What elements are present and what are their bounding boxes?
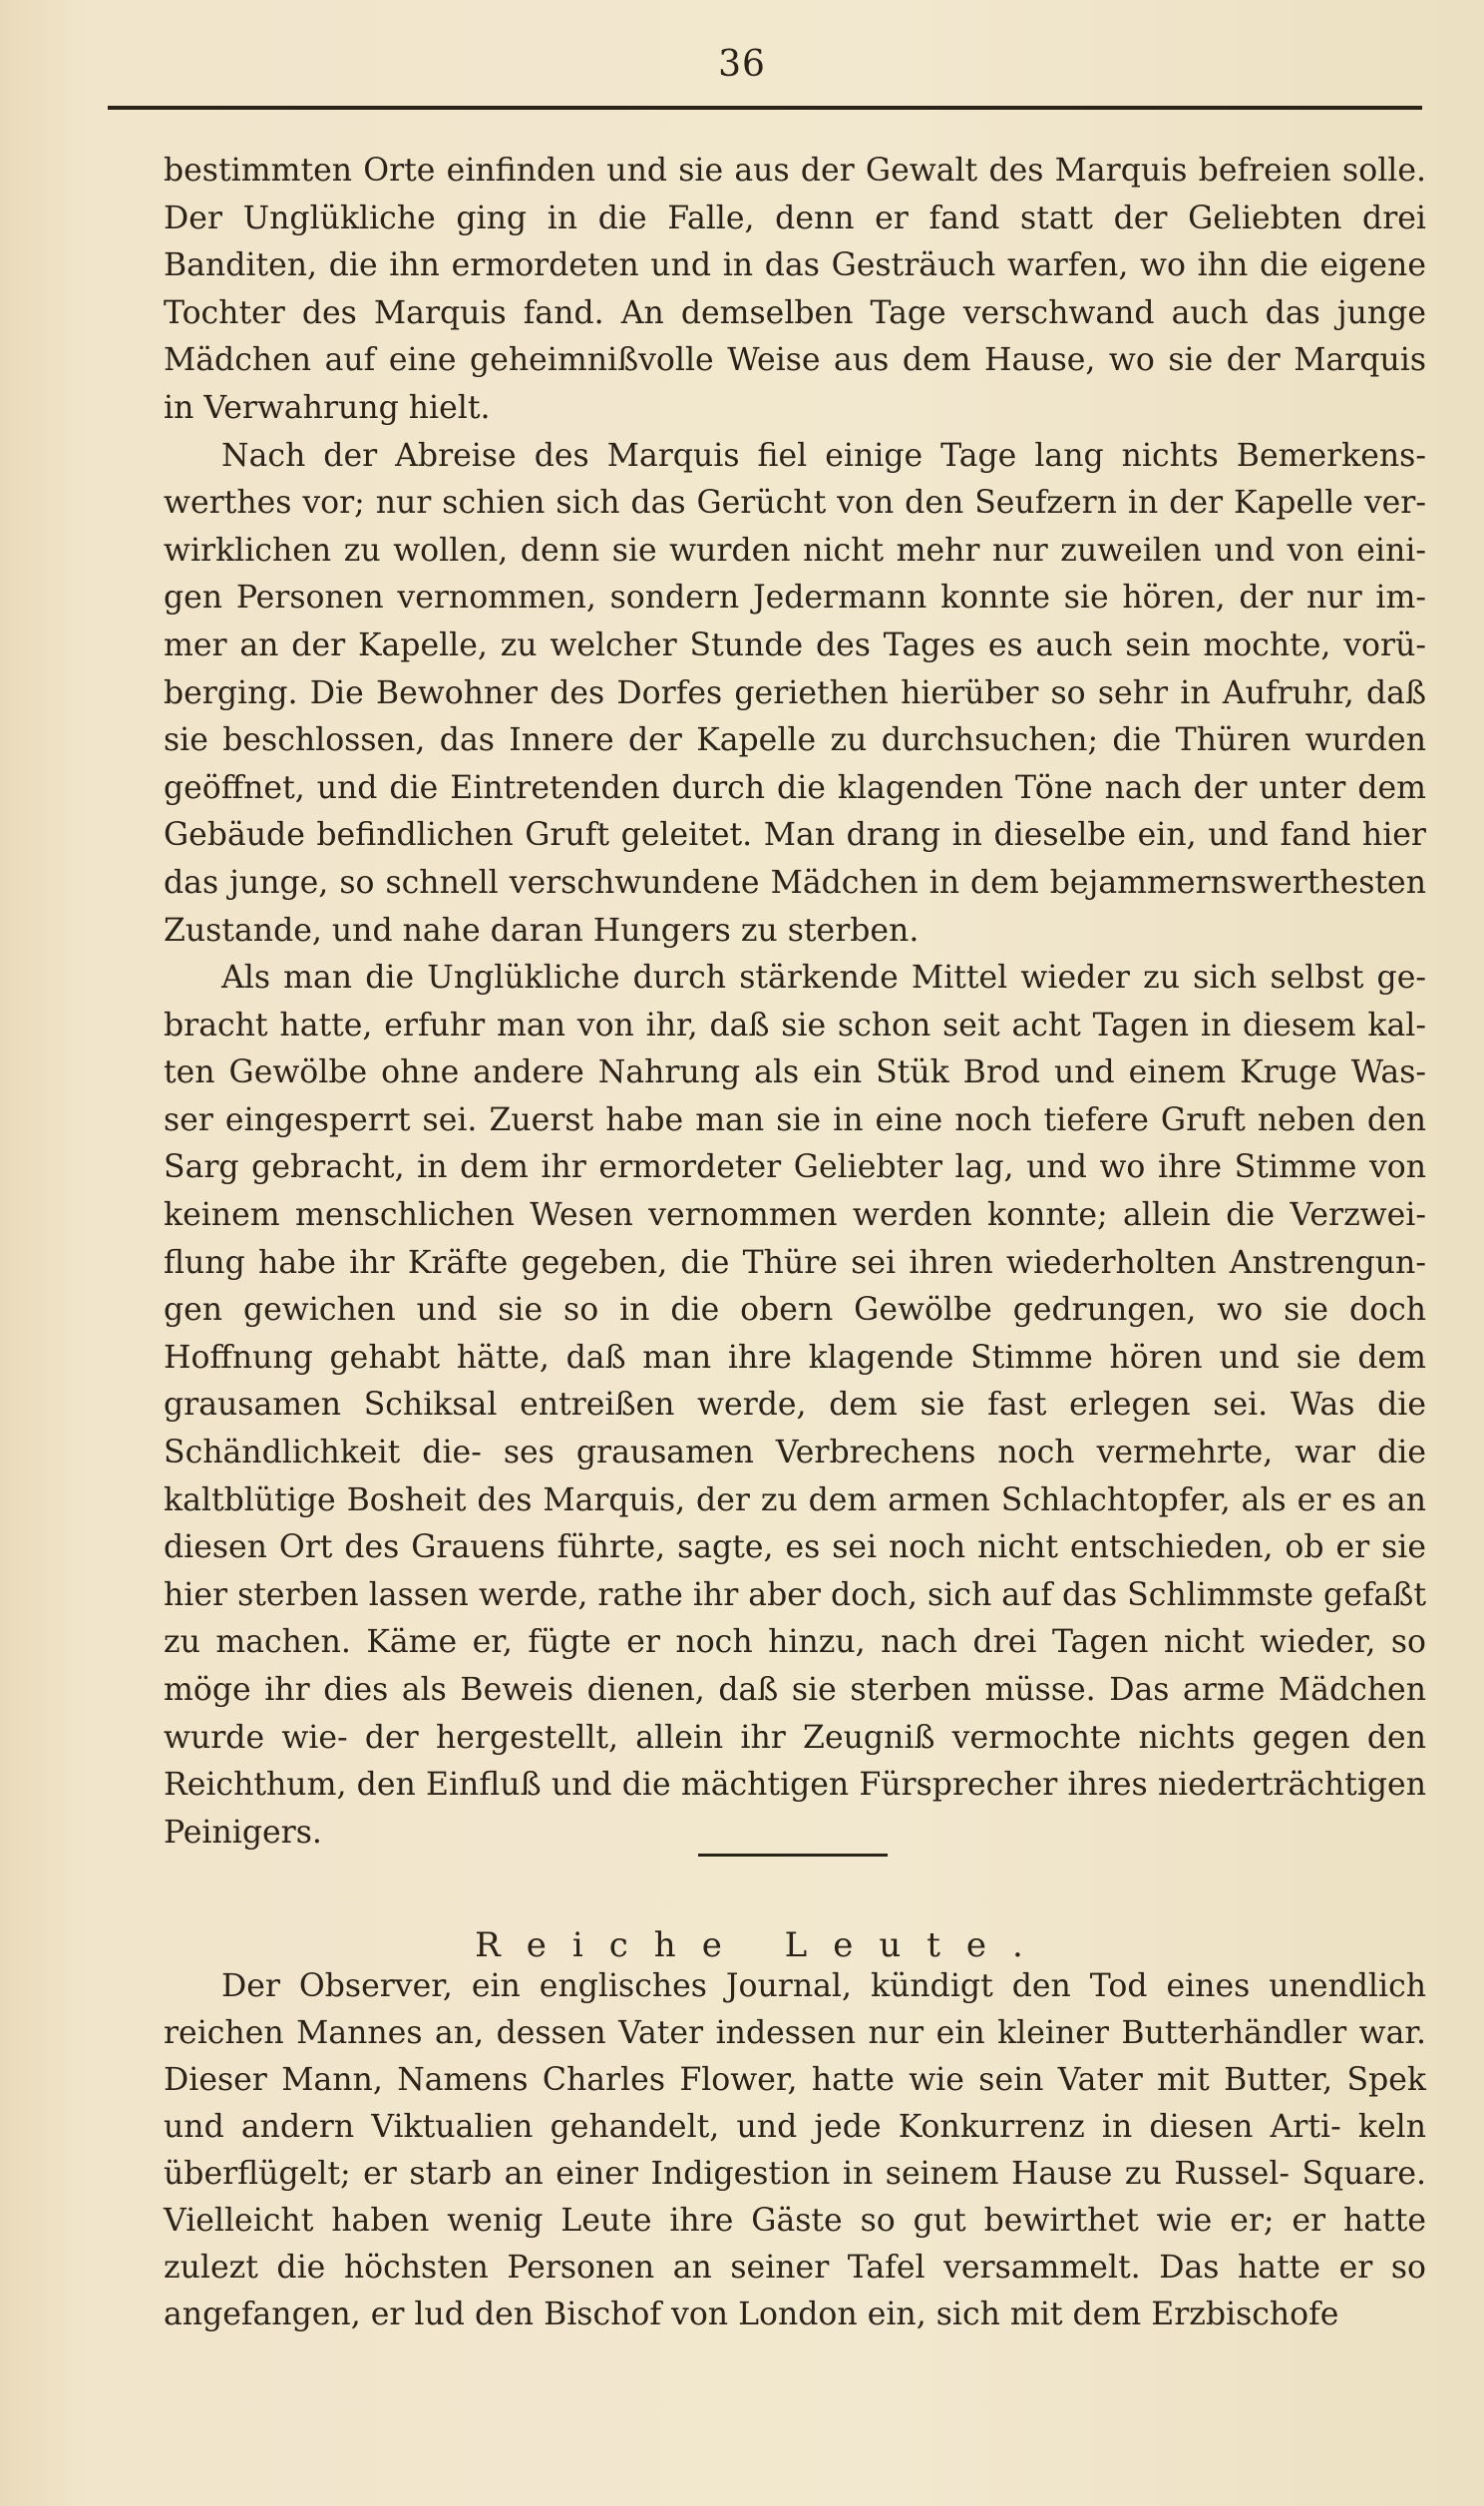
section-divider	[698, 1854, 888, 1857]
article-text	[164, 1963, 1426, 2338]
article-text	[164, 148, 1426, 1857]
paragraph: Nach der Abreise des Marquis fiel einige Tage lang nichts Bemerkens- werthes vor; nur schien sich das Gerücht von den Seufzern in der Kapelle ver- wirklichen zu wollen, denn sie wurden nicht mehr nur zuweilen und von eini- gen Personen vernommen, sondern Jedermann konnte sie hören, der nur im- mer an der Kapelle, zu welcher Stunde des Tages es auch sein mochte, vorü- berging. Die Bewohner des Dorfes geriethen hierüber so sehr in Aufruhr, daß sie beschlossen, das Innere der Kapelle zu durchsuchen; die Thüren wurden geöffnet, und die Eintretenden durch die klagenden Töne nach der unter dem Gebäude befindlichen Gruft geleitet. Man drang in dieselbe ein, und fand hier das junge, so schnell verschwundene Mädchen in dem bejammernswerthesten Zustande, und nahe daran Hungers zu sterben.	[164, 437, 1426, 949]
paragraph: Als man die Unglükliche durch stärkende Mittel wieder zu sich selbst ge- bracht hatte, erfuhr man von ihr, daß sie schon seit acht Tagen in diesem kal- ten Gewölbe ohne andere Nahrung als ein Stük Brod und einem Kruge Was- ser eingesperrt sei. Zuerst habe man sie in eine noch tiefere Gruft neben den Sarg gebracht, in dem ihr ermordeter Geliebter lag, und wo ihre Stimme von keinem menschlichen Wesen vernommen werden konnte; allein die Verzwei- flung habe ihr Kräfte gegeben, die Thüre sei ihren wiederholten Anstrengun- gen gewichen und sie so in die obern Gewölbe gedrungen, wo sie doch Hoffnung gehabt hätte, daß man ihre klagende Stimme hören und sie dem grausamen Schiksal entreißen werde, dem sie fast erlegen sei. Was die Schändlichkeit die- ses grausamen Verbrechens noch vermehrte, war die kaltblütige Bosheit des Marquis, der zu dem armen Schlachtopfer, als er es an diesen Ort des Grauens führte, sagte, es sei noch nicht entschieden, ob er sie hier sterben lassen werde, rathe ihr aber doch, sich auf das Schlimmste gefaßt zu machen. Käme er, fügte er noch hinzu, nach drei Tagen nicht wieder, so möge ihr dies als Beweis dienen, daß sie sterben müsse. Das arme Mädchen wurde wie- der hergestellt, allein ihr Zeugniß vermochte nichts gegen den Reichthum, den Einfluß und die mächtigen Fürsprecher ihres niederträchtigen Peinigers.	[164, 960, 1426, 1851]
page-number: 36	[718, 44, 766, 85]
section-title: Reiche Leute.	[475, 1925, 1049, 1965]
header-rule	[108, 106, 1422, 110]
paragraph: bestimmten Orte einfinden und sie aus der Gewalt des Marquis befreien solle. Der Unglükliche ging in die Falle, denn er fand statt der Geliebten drei Banditen, die ihn ermordeten und in das Gesträuch warfen, wo ihn die eigene Tochter des Marquis fand. An demselben Tage verschwand auch das junge Mädchen auf eine geheimnißvolle Weise aus dem Hause, wo sie der Marquis in Verwahrung hielt.	[164, 153, 1426, 426]
paragraph: Der Observer, ein englisches Journal, kündigt den Tod eines unendlich reichen Mannes an, dessen Vater indessen nur ein kleiner Butterhändler war. Dieser Mann, Namens Charles Flower, hatte wie sein Vater mit Butter, Spek und andern Viktualien gehandelt, und jede Konkurrenz in diesen Arti- keln überflügelt; er starb an einer Indigestion in seinem Hause zu Russel- Square. Vielleicht haben wenig Leute ihre Gäste so gut bewirthet wie er; er hatte zulezt die höchsten Personen an seiner Tafel versammelt. Das hatte er so angefangen, er lud den Bischof von London ein, sich mit dem Erzbischofe	[164, 1968, 1426, 2332]
